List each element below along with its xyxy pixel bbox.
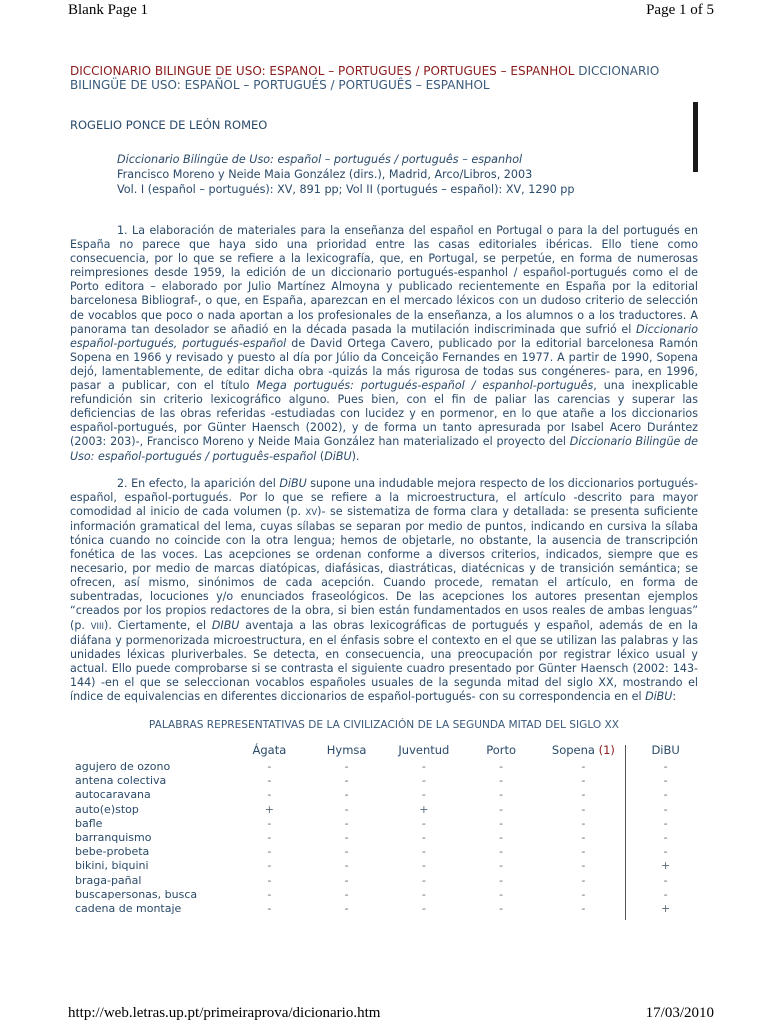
table-cell-mark: -	[499, 845, 504, 859]
table-cell-mark: -	[663, 816, 668, 830]
table-cell-mark: -	[663, 788, 668, 802]
table-cell-mark: -	[344, 859, 349, 873]
paragraph-2	[70, 477, 698, 705]
table-cell-mark: -	[499, 774, 504, 788]
paragraph-1	[70, 224, 698, 464]
table-divider	[625, 745, 626, 920]
table-cell-mark: -	[267, 816, 272, 830]
header-juventud: Juventud	[398, 743, 450, 758]
header-dibu: DiBU	[651, 743, 680, 758]
table-cell-mark: -	[421, 774, 426, 788]
table-cell-term: cadena de montaje	[75, 901, 182, 915]
table-cell-mark: -	[267, 901, 272, 915]
p2-italic-j: DiBU	[645, 690, 673, 703]
header-sopena-label: Sopena	[551, 743, 599, 758]
header-sopena	[534, 743, 634, 760]
table-cell-mark: -	[267, 788, 272, 802]
table-row	[70, 845, 698, 859]
table-cell-mark: -	[267, 859, 272, 873]
table-header-row	[70, 743, 698, 760]
table-cell-term: braga-pañal	[75, 873, 142, 887]
reference-authors: Francisco Moreno y Neide Maia González (dirs.), Madrid, Arco/Libros, 2003	[117, 168, 533, 181]
table-cell-mark: -	[499, 901, 504, 915]
table-cell-mark: +	[264, 802, 274, 816]
table-row	[70, 888, 698, 902]
table-cell-mark: -	[421, 859, 426, 873]
table-cell-mark: -	[344, 802, 349, 816]
table-cell-mark: -	[344, 901, 349, 915]
p2-text-e: )- se sistematiza de forma clara y detallada: se presenta suficiente información gramatical del lema, cuyas sílabas se separan por medio de puntos, indicando en cursiva la sílaba tónica cuando no coincide con la otra lengua; hemos de objetarle, no obstante, la ausencia de transcripción fonética de las voces. Las acepciones se ordenan conforme a diversos criterios, indicados, siempre que es necesario, por medio de marcas diatópicas, diafásicas, diastráticas, diatécnicas y de transición semántica; se ofrecen, así mismo, sinónimos de cada acepción. Cuando procede, rematan el artículo, en forma de subentradas, locuciones y/o enunciados fraseológicos. De las acepciones los autores presentan ejemplos “creados por los propios redactores de la obra, si bien están fundamentados en usos reales de ambas lenguas” (p.	[70, 504, 698, 632]
table-cell-mark: -	[267, 774, 272, 788]
table-cell-mark: -	[344, 887, 349, 901]
table-cell-term: antena colectiva	[75, 774, 167, 788]
table-row	[70, 788, 698, 802]
table-cell-mark: -	[344, 845, 349, 859]
footer-date: 17/03/2010	[645, 1005, 714, 1021]
table-cell-mark: -	[499, 831, 504, 845]
table-cell-mark: -	[267, 887, 272, 901]
table-cell-term: autocaravana	[75, 788, 151, 802]
table-cell-mark: -	[499, 816, 504, 830]
p2-text-a: 2. En efecto, la aparición del	[117, 476, 280, 490]
table-cell-mark: -	[421, 788, 426, 802]
table-title: PALABRAS REPRESENTATIVAS DE LA CIVILIZACIÓN DE LA SEGUNDA MITAD DEL SIGLO XX	[148, 719, 620, 732]
p1-italic-d: Mega portugués: portugués-español / espanhol-portuguê​s	[256, 379, 594, 393]
p2-smallcaps-f: VIII	[90, 621, 105, 632]
table-cell-term: barranquismo	[75, 831, 152, 845]
table-cell-mark: -	[344, 831, 349, 845]
table-row	[70, 859, 698, 873]
table-cell-mark: -	[499, 788, 504, 802]
table-cell-mark: -	[267, 831, 272, 845]
table-cell-mark: -	[421, 873, 426, 887]
table-body	[70, 760, 698, 916]
table-cell-mark: -	[344, 788, 349, 802]
title-red: DICCIONARIO BILINGUE DE USO: ESPANOL – PORTUGUES / PORTUGUES – ESPANHOL	[70, 64, 575, 78]
title-blue: DICCIONARIO BILINGÜE DE USO: ESPAÑOL – PORTUGUÉS / PORTUGUÊS – ESPANHOL	[70, 64, 660, 92]
table-row	[70, 831, 698, 845]
table-cell-mark: -	[581, 831, 586, 845]
table-cell-term: agujero de ozono	[75, 760, 171, 774]
table-cell-mark: -	[581, 788, 586, 802]
table-cell-mark: -	[421, 760, 426, 774]
table-cell-mark: -	[581, 887, 586, 901]
table-cell-mark: +	[419, 802, 429, 816]
table-cell-mark: -	[663, 845, 668, 859]
p1-italic-f: Diccionario Bilingüe de Uso: español-portugués / português-español	[70, 435, 698, 463]
page-footer	[68, 1005, 714, 1022]
article	[70, 64, 698, 916]
p1-italic-h: DiBU	[324, 449, 352, 463]
table-cell-mark: -	[581, 760, 586, 774]
reference-title: Diccionario Bilingüe de Uso: español – portugués / português – espanhol	[117, 153, 523, 166]
p1-italic-b: Diccionario español-portugués, portugués-español	[70, 322, 698, 350]
header-porto: Porto	[486, 743, 517, 758]
p1-text-i: ).	[351, 449, 360, 463]
table-row	[70, 774, 698, 788]
book-reference	[70, 152, 698, 197]
table-cell-term: bafle	[75, 816, 103, 830]
table-cell-mark: -	[663, 760, 668, 774]
table-row	[70, 902, 698, 916]
table-cell-mark: +	[661, 901, 671, 915]
table-cell-mark: -	[581, 845, 586, 859]
table-cell-mark: -	[344, 816, 349, 830]
table-cell-term: auto(e)stop	[75, 802, 139, 816]
table-cell-mark: -	[421, 887, 426, 901]
table-cell-mark: -	[663, 774, 668, 788]
table-cell-mark: -	[581, 859, 586, 873]
table-cell-mark: -	[499, 873, 504, 887]
header-term	[70, 743, 225, 760]
table-cell-mark: -	[421, 845, 426, 859]
table-cell-mark: -	[421, 901, 426, 915]
header-agata: Ágata	[252, 743, 287, 758]
reference-volumes: Vol. I (español – portugués): XV, 891 pp; Vol II (portugués – español): XV, 1290 pp	[117, 183, 575, 196]
table-cell-mark: +	[661, 859, 671, 873]
table-cell-term: bikini, biquini	[75, 859, 149, 873]
table-cell-mark: -	[499, 859, 504, 873]
table-cell-mark: -	[421, 816, 426, 830]
p1-text-c: de David Ortega Cavero, publicado por la editorial barcelonesa Ramón Sopena en 1966 y revisado y puesto al día por Júlio da Conceição Fernandes en 1977. A partir de 1990, Sopena dejó, lamentablemente, de editar dicha obra -quizás la más rigurosa de todas sus congéneres- para, en 1996, pasar a publicar, con el título	[70, 336, 698, 393]
p1-text-g: (	[316, 449, 325, 463]
p2-text-k: :	[672, 690, 677, 703]
table-row	[70, 803, 698, 817]
p1-text-a: 1. La elaboración de materiales para la enseñanza del español en Portugal o para la del portugués en España no parece que haya sido una prioridad entre las casas editoriales ibéricas. Ello tiene como consecuencia, por lo que se refiere a la lexicografía, que, en Portugal, se perpetúe, en forma de numerosas reimpresiones desde 1959, la edición de un diccionario portugués-espanhol / español-portugués como el de Porto editora – elaborado por Julio Martínez Almoyna y publicado recientemente en España por la editorial barcelonesa Bibliograf-, o que, en España, aparezcan en el mercado léxicos con un dudoso criterio de selección de vocablos que poco o nada aportan a los profesionales de la enseñanza, a los alumnos o a los traductores. A panorama tan desolador se añadió en la década pasada la mutilación indiscriminada que sufrió el	[70, 224, 698, 336]
header-left: Blank Page 1	[68, 2, 148, 18]
article-title	[70, 64, 698, 92]
table-cell-mark: -	[267, 873, 272, 887]
p2-text-i: aventaja a las obras lexicográficas de portugués y español, además de en la diáfana y pormenorizada microestructura, en el énfasis sobre el contexto en el que se utilizan las palabras y las unidades léxicas pluriverbales. Se detecta, en consecuencia, una preocupación por registrar léxico usual y actual. Ello puede comprobarse si se contrasta el siguiente cuadro presentado por Günter Haensch (2002: 143-144) -en el que se seleccionan vocablos españoles usuales de la segunda mitad del siglo XX, mostrando el índice de equivalencias en diferentes diccionarios de español-portugués- con su correspondencia en el	[70, 618, 698, 703]
table-row	[70, 760, 698, 774]
table-cell-mark: -	[581, 816, 586, 830]
table-cell-mark: -	[663, 831, 668, 845]
sopena-note: (1)	[598, 743, 615, 758]
table-cell-mark: -	[581, 873, 586, 887]
table-cell-mark: -	[499, 760, 504, 774]
comparison-table	[70, 743, 698, 916]
table-cell-mark: -	[663, 873, 668, 887]
p2-smallcaps-d: XV	[305, 507, 318, 518]
header-hymsa: Hymsa	[326, 743, 367, 758]
table-cell-mark: -	[344, 873, 349, 887]
p2-text-c: supone una indudable mejora respecto de los diccionarios portugués-español, español-portugués. Por lo que se refiere a la microestructura, el artículo -descrito para mayor comodidad al inicio de cada volumen (p.	[70, 476, 698, 518]
footer-url: http://web.letras.up.pt/primeiraprova/dicionario.htm	[68, 1005, 381, 1021]
header-right: Page 1 of 5	[646, 2, 714, 18]
table-cell-mark: -	[344, 760, 349, 774]
table-cell-mark: -	[663, 887, 668, 901]
table-cell-mark: -	[344, 774, 349, 788]
p2-italic-h: DIBU	[211, 618, 240, 632]
table-cell-mark: -	[581, 901, 586, 915]
table-cell-mark: -	[581, 802, 586, 816]
table-cell-mark: -	[267, 760, 272, 774]
table-cell-mark: -	[499, 887, 504, 901]
table-cell-mark: -	[499, 802, 504, 816]
page-header	[68, 2, 714, 19]
p2-text-g: ). Ciertamente, el	[104, 618, 212, 632]
table-cell-mark: -	[663, 802, 668, 816]
p2-italic-b: DiBU	[279, 476, 307, 490]
author-name: ROGELIO PONCE DE LEÓN ROMEO	[70, 118, 268, 132]
table-cell-term: bebe-probeta	[75, 845, 150, 859]
table-cell-mark: -	[267, 845, 272, 859]
p1-text-e: , una inexplicable refundición sin criterio lexicográfico alguno. Pues bien, con el fin de paliar las carencias y superar las deficiencias de las obras referidas -estudiadas con lucidez y en pormenor, en lo que atañe a los diccionarios español-portugués, por Günter Haensch (2002), y de forma un tanto apresurada por Isabel Acero Durántez (2003: 203)-, Francisco Moreno y Neide Maia González han materializado el proyecto del	[70, 379, 698, 449]
table-cell-term: buscapersonas, busca	[75, 887, 198, 901]
table-cell-mark: -	[421, 831, 426, 845]
table-row	[70, 874, 698, 888]
table-cell-mark: -	[581, 774, 586, 788]
table-row	[70, 817, 698, 831]
